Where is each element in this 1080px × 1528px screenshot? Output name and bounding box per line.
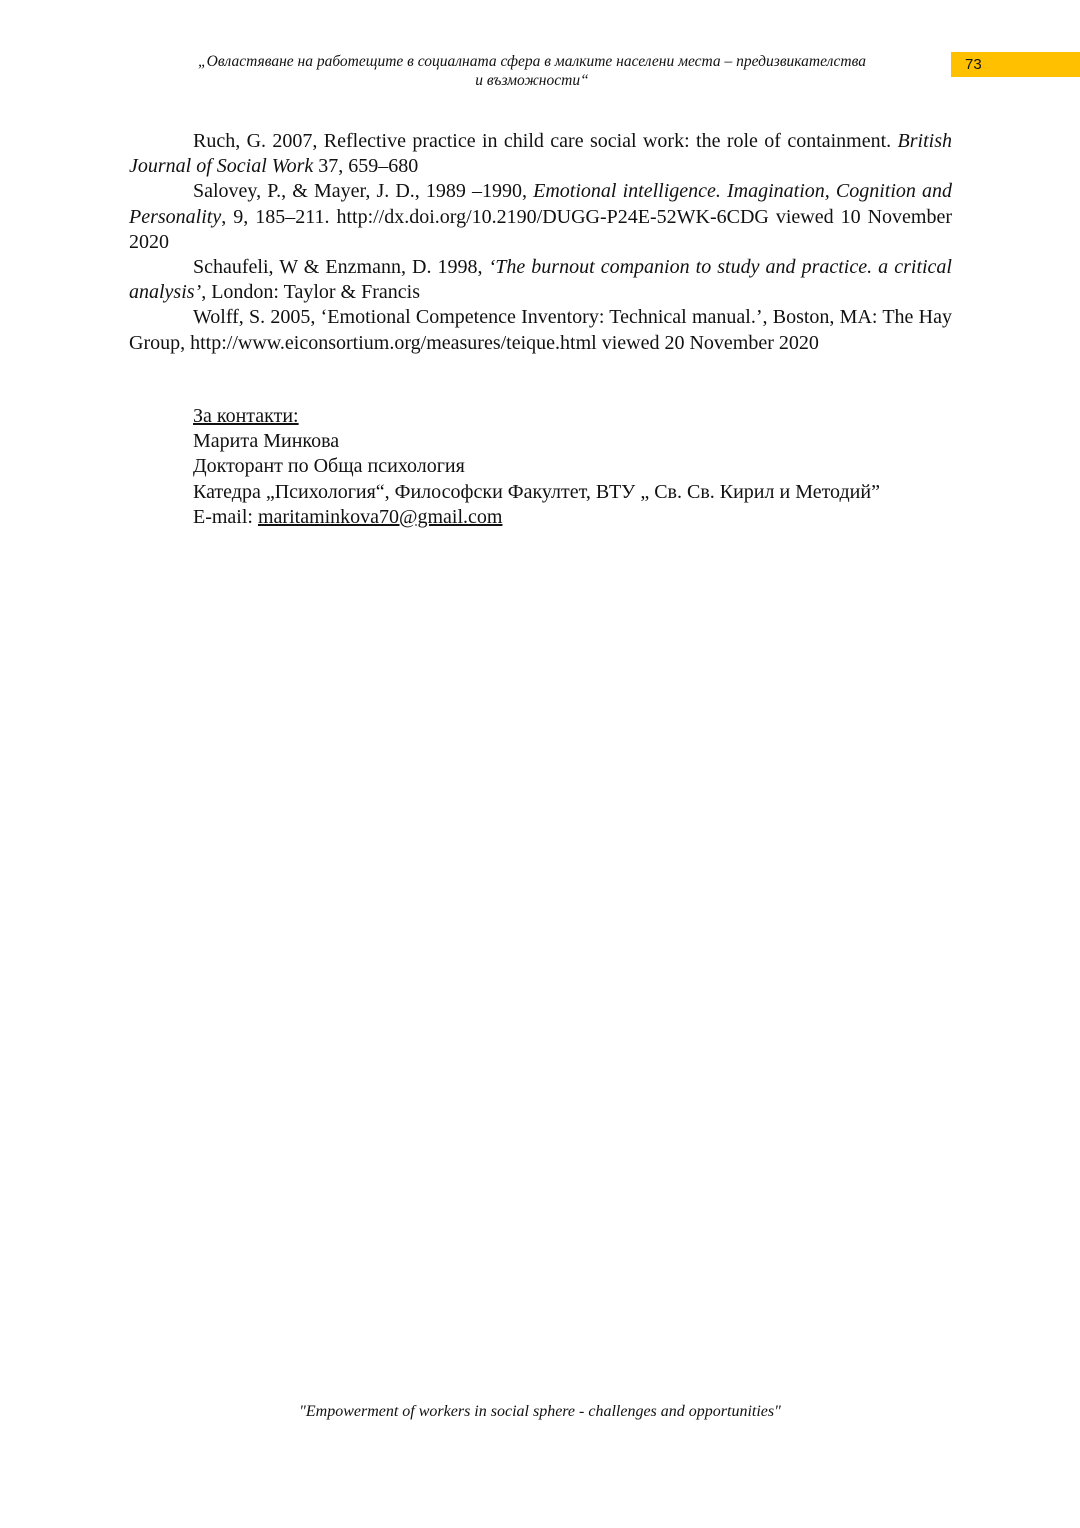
header-title-line-1: „Овластяване на работещите в социалната сфера в малките населени места – предизвикателства	[198, 53, 866, 70]
email-link[interactable]: maritaminkova70@gmail.com	[257, 505, 503, 528]
email-label: E-mail:	[193, 505, 258, 528]
author-position: Докторант по Обща психология	[193, 455, 465, 478]
references-list	[129, 129, 952, 356]
header-title-line-2: и възможности“	[475, 72, 589, 89]
reference-item	[129, 305, 952, 355]
reference-text: 37, 659–680	[313, 155, 419, 178]
contacts-heading: За контакти:	[193, 405, 299, 427]
author-department: Катедра „Психология“, Философски Факултет, ВТУ „ Св. Св. Кирил и Методий”	[193, 480, 880, 503]
reference-text: , London: Taylor & Francis	[201, 281, 420, 304]
reference-item	[129, 255, 952, 305]
reference-item	[129, 129, 952, 179]
reference-text: Wolff, S. 2005, ‘Emotional Competence Inventory: Technical manual.’, Boston, MA: The Hay Group, http://www.eiconsortium.org/measures/teique.html viewed 20 November 2020	[129, 306, 952, 354]
reference-italic-title: British Journal of Social Work	[129, 130, 952, 178]
reference-text: Salovey, P., & Mayer, J. D., 1989 –1990,	[193, 180, 534, 203]
contacts-block	[193, 404, 973, 530]
running-header	[128, 52, 936, 90]
reference-italic-title: Emotional intelligence. Imagination, Cognition and Personality	[129, 180, 952, 228]
author-name: Марита Минкова	[193, 430, 340, 453]
reference-text: , 9, 185–211. http://dx.doi.org/10.2190/DUGG-P24E-52WK-6CDG viewed 10 November 2020	[129, 205, 952, 253]
email-line	[193, 505, 973, 530]
running-footer: "Empowerment of workers in social sphere - challenges and opportunities"	[299, 1403, 781, 1420]
reference-text: Schaufeli, W & Enzmann, D. 1998,	[193, 256, 489, 279]
page-number-badge: 73	[951, 52, 1080, 77]
reference-text: Ruch, G. 2007, Reflective practice in child care social work: the role of containment.	[193, 130, 898, 152]
reference-item	[129, 179, 952, 255]
reference-italic-title: ‘The burnout companion to study and practice. a critical analysis’	[129, 256, 952, 304]
